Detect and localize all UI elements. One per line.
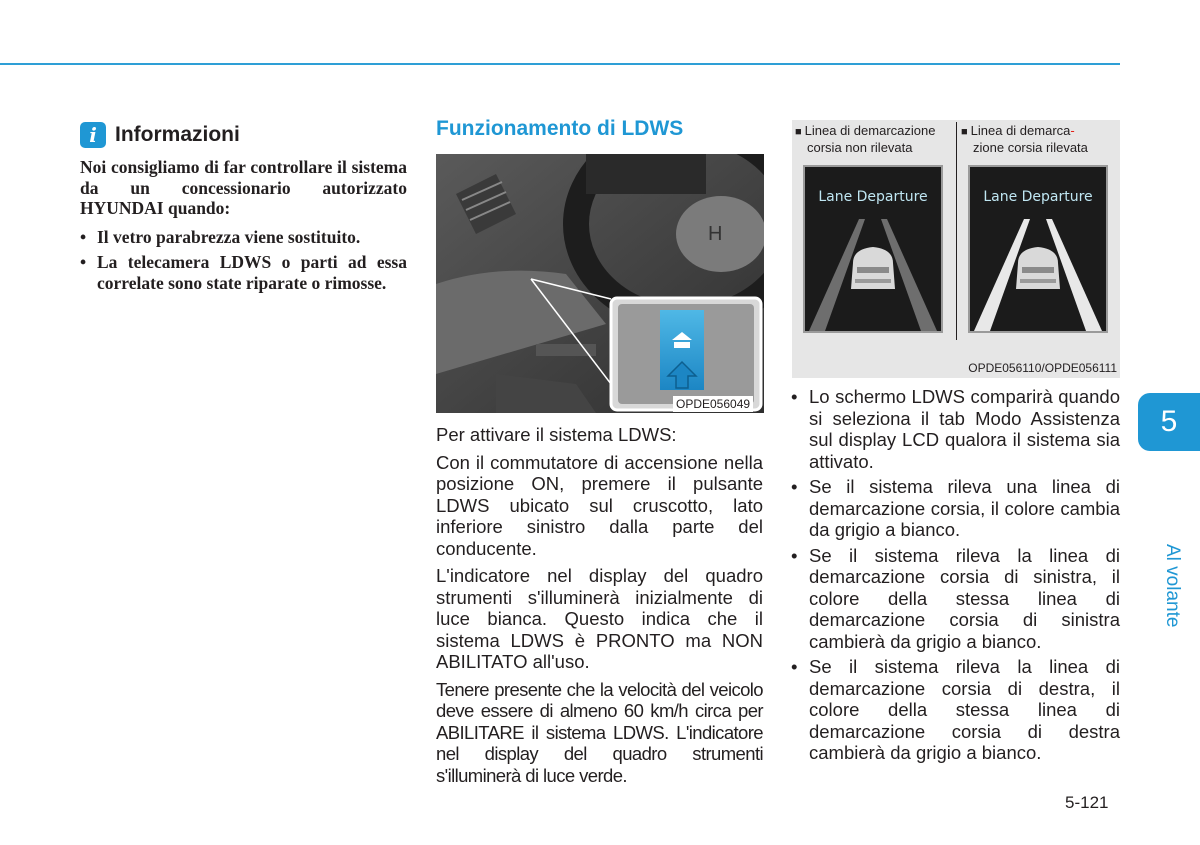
caption-right-line2: zione corsia rilevata (973, 140, 1088, 155)
caption-left-line1: Linea di demarcazione (804, 123, 936, 138)
chapter-tab: 5 (1138, 393, 1200, 451)
info-bullet: • Il vetro parabrezza viene sostituito. (80, 227, 407, 248)
info-body (80, 157, 407, 298)
section-title: Funzionamento di LDWS (436, 117, 684, 140)
figure-divider (956, 122, 957, 340)
chapter-title-text: Al volante (1162, 544, 1183, 628)
page-number: 5-121 (1065, 793, 1109, 812)
paragraph: Con il commutatore di accensione nella posizione ON, premere il pulsante LDWS ubicato sul cruscotto, lato inferiore sinistro dalla parte del conducente. (436, 451, 763, 559)
list-item: • Se il sistema rileva la linea di demarcazione corsia di sinistra, il colore della stessa linea di demarcazione corsia di sinistra cambierà da grigio a bianco. (790, 545, 1120, 653)
paragraph: Tenere presente che la velocità del veicolo deve essere di almeno 60 km/h circa per ABILITARE il sistema LDWS. L'indicatore nel display del quadro strumenti s'illuminerà di luce verde. (436, 678, 763, 786)
list-item: • Lo schermo LDWS comparirà quando si seleziona il tab Modo Assistenza sul display LCD qualora il sistema sia attivato. (790, 386, 1120, 472)
caption-left-line2: corsia non rilevata (807, 140, 913, 155)
svg-text:H: H (708, 223, 723, 245)
caption-left: ■ Linea di demarcazione corsia non rilevata (795, 123, 936, 155)
section-body (436, 424, 763, 792)
lane-figure (792, 120, 1120, 378)
info-title: Informazioni (115, 123, 240, 146)
info-icon: i (80, 122, 106, 148)
info-list (80, 227, 407, 294)
lcd-label: Lane Departure (983, 189, 1093, 205)
info-header (80, 122, 240, 148)
info-bullet: • La telecamera LDWS o parti ad essa correlate sono state riparate o rimosse. (80, 252, 407, 293)
lcd-screen-detected (968, 165, 1108, 333)
caption-right: ■ Linea di demarca- zione corsia rilevata (961, 123, 1088, 155)
caption-right-line1: Linea di demarca (970, 123, 1071, 138)
paragraph: L'indicatore nel display del quadro strumenti s'illuminerà inizialmente di luce bianca. Questo indica che il sistema LDWS è PRONTO ma NON ABILITATO all'uso. (436, 565, 763, 672)
figure-code: OPDE056110/OPDE056111 (968, 361, 1117, 375)
info-intro: Noi consigliamo di far controllare il sistema da un concessionario autorizzato HYUNDAI quando: (80, 157, 407, 218)
header-rule (0, 63, 1120, 65)
list-item: • Se il sistema rileva la linea di demarcazione corsia di destra, il colore della stessa linea di demarcazione corsia di destra cambierà da grigio a bianco. (790, 656, 1120, 764)
lcd-screen-not-detected (803, 165, 943, 333)
list-item: • Se il sistema rileva una linea di demarcazione corsia, il colore cambia da grigio a bianco. (790, 476, 1120, 541)
paragraph: Per attivare il sistema LDWS: (436, 424, 677, 445)
caption-right-hyphen: - (1070, 123, 1075, 138)
right-bullet-list (790, 386, 1120, 768)
chapter-title (1162, 456, 1183, 628)
photo-code: OPDE056049 (673, 396, 753, 412)
dashboard-photo (436, 154, 764, 413)
lcd-label: Lane Departure (818, 189, 928, 205)
